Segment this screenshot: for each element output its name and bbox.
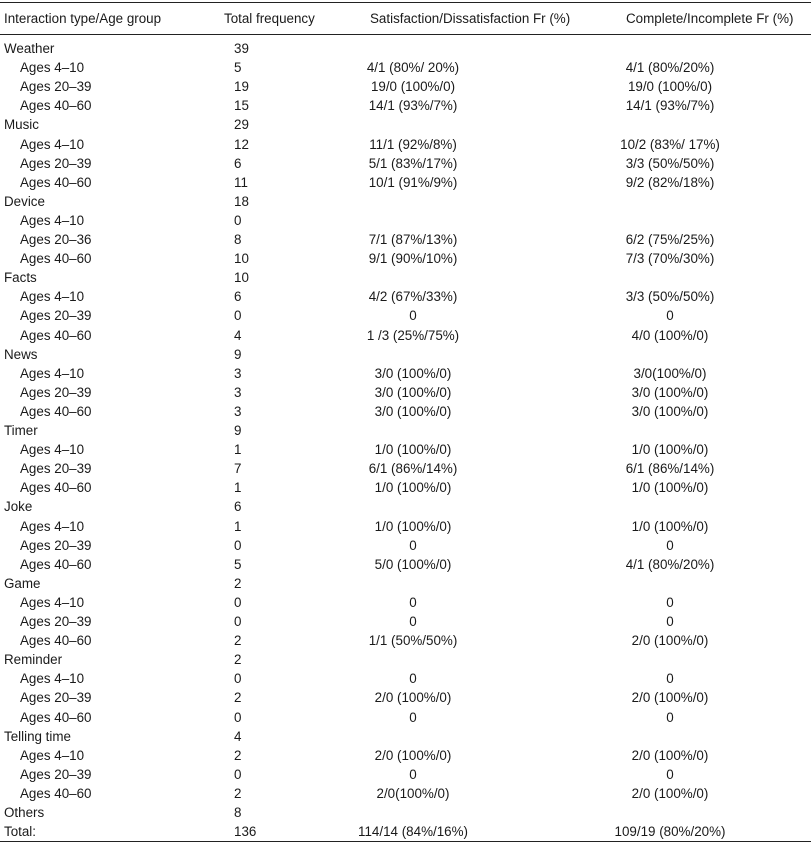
cell-satisfaction: 4/2 (67%/33%) xyxy=(368,289,458,305)
cell-satisfaction: 9/1 (90%/10%) xyxy=(368,251,458,267)
cell-total-frequency: 6 xyxy=(234,499,242,515)
cell-completion: 0 xyxy=(666,766,674,782)
table-row xyxy=(0,688,811,707)
cell-label: Ages 20–39 xyxy=(20,155,92,171)
table-row xyxy=(0,77,811,96)
cell-completion: 9/2 (82%/18%) xyxy=(625,174,715,190)
table-row xyxy=(0,669,811,688)
cell-label: Ages 4–10 xyxy=(20,594,85,610)
cell-total-frequency: 1 xyxy=(234,442,242,458)
cell-completion: 3/0 (100%/0) xyxy=(631,384,709,400)
cell-total-frequency: 0 xyxy=(234,671,242,687)
cell-completion: 4/1 (80%/20%) xyxy=(625,60,715,76)
table-row xyxy=(0,612,811,631)
cell-label: Ages 20–36 xyxy=(20,232,92,247)
cell-satisfaction: 0 xyxy=(409,766,417,782)
table-row xyxy=(0,287,811,306)
cell-total-frequency: 4 xyxy=(234,327,242,343)
cell-label: Ages 20–39 xyxy=(20,308,92,324)
table-row xyxy=(0,497,811,516)
cell-completion: 6/2 (75%/25%) xyxy=(625,232,715,247)
cell-label: Ages 4–10 xyxy=(20,212,85,228)
cell-satisfaction: 10/1 (91%/9%) xyxy=(368,174,458,190)
table-row xyxy=(0,402,811,421)
table-row xyxy=(0,115,811,134)
cell-total-frequency: 19 xyxy=(234,79,249,95)
cell-total-frequency: 9 xyxy=(234,423,242,438)
cell-satisfaction: 114/14 (84%/16%) xyxy=(358,824,468,840)
cell-total-frequency: 5 xyxy=(234,556,242,572)
header-row xyxy=(0,9,811,28)
cell-total-frequency: 2 xyxy=(234,747,242,763)
cell-completion: 3/0 (100%/0) xyxy=(631,403,709,419)
cell-satisfaction: 1/0 (100%/0) xyxy=(374,442,452,458)
cell-completion: 19/0 (100%/0) xyxy=(627,79,713,95)
table-row xyxy=(0,765,811,784)
top-rule xyxy=(0,2,811,3)
cell-satisfaction: 6/1 (86%/14%) xyxy=(368,461,458,477)
table-row xyxy=(0,192,811,211)
table-row xyxy=(0,517,811,536)
cell-label: Ages 4–10 xyxy=(20,747,85,763)
cell-label: Ages 20–39 xyxy=(20,79,92,95)
table-row xyxy=(0,708,811,727)
cell-label: Timer xyxy=(4,423,38,438)
cell-completion: 10/2 (83%/ 17%) xyxy=(620,136,720,152)
cell-total-frequency: 8 xyxy=(234,805,242,820)
table-row xyxy=(0,306,811,325)
cell-total-frequency: 8 xyxy=(234,232,242,247)
cell-total-frequency: 39 xyxy=(234,41,249,56)
table-row xyxy=(0,574,811,593)
cell-total-frequency: 0 xyxy=(234,594,242,610)
cell-satisfaction: 1/0 (100%/0) xyxy=(374,480,452,496)
cell-satisfaction: 14/1 (93%/7%) xyxy=(368,98,458,114)
cell-total-frequency: 2 xyxy=(234,690,242,706)
table-row xyxy=(0,96,811,115)
cell-completion: 1/0 (100%/0) xyxy=(631,480,709,496)
cell-satisfaction: 0 xyxy=(409,614,417,629)
cell-label: Ages 40–60 xyxy=(20,174,92,190)
cell-completion: 3/0(100%/0) xyxy=(633,365,707,381)
cell-label: Ages 4–10 xyxy=(20,289,85,305)
cell-completion: 2/0 (100%/0) xyxy=(631,633,709,649)
cell-satisfaction: 5/0 (100%/0) xyxy=(374,556,452,572)
table-row xyxy=(0,154,811,173)
cell-total-frequency: 0 xyxy=(234,212,242,228)
cell-satisfaction: 0 xyxy=(409,594,417,610)
table-row xyxy=(0,593,811,612)
cell-label: Ages 20–39 xyxy=(20,766,92,782)
cell-total-frequency: 4 xyxy=(234,728,242,744)
cell-label: Music xyxy=(4,117,39,133)
table-row xyxy=(0,364,811,383)
cell-satisfaction: 19/0 (100%/0) xyxy=(370,79,456,95)
cell-total-frequency: 15 xyxy=(234,98,249,114)
cell-total-frequency: 0 xyxy=(234,766,242,782)
cell-total-frequency: 29 xyxy=(234,117,249,133)
cell-label: Ages 4–10 xyxy=(20,442,85,458)
cell-total-frequency: 6 xyxy=(234,289,242,305)
table-row xyxy=(0,249,811,268)
cell-label: Ages 20–39 xyxy=(20,614,92,629)
cell-total-frequency: 7 xyxy=(234,461,242,477)
cell-label: Ages 20–39 xyxy=(20,384,92,400)
cell-total-frequency: 3 xyxy=(234,403,242,419)
cell-total-frequency: 136 xyxy=(234,824,257,840)
cell-total-frequency: 6 xyxy=(234,155,242,171)
cell-total-frequency: 10 xyxy=(234,251,249,267)
cell-label: Ages 40–60 xyxy=(20,785,92,801)
cell-total-frequency: 1 xyxy=(234,480,242,496)
table-row xyxy=(0,822,811,841)
cell-completion: 3/3 (50%/50%) xyxy=(625,289,715,305)
table-row xyxy=(0,268,811,287)
cell-completion: 7/3 (70%/30%) xyxy=(625,251,715,267)
cell-total-frequency: 0 xyxy=(234,614,242,629)
table-row xyxy=(0,555,811,574)
cell-completion: 109/19 (80%/20%) xyxy=(614,824,726,840)
cell-label: Joke xyxy=(4,499,33,515)
cell-label: Facts xyxy=(4,270,37,286)
cell-label: Ages 40–60 xyxy=(20,633,92,649)
cell-total-frequency: 0 xyxy=(234,537,242,553)
cell-satisfaction: 3/0 (100%/0) xyxy=(374,384,452,400)
cell-completion: 6/1 (86%/14%) xyxy=(625,461,715,477)
cell-satisfaction: 1/0 (100%/0) xyxy=(374,518,452,534)
table-row xyxy=(0,536,811,555)
cell-completion: 0 xyxy=(666,614,674,629)
cell-satisfaction: 5/1 (83%/17%) xyxy=(368,155,458,171)
cell-satisfaction: 0 xyxy=(409,671,417,687)
cell-total-frequency: 1 xyxy=(234,518,242,534)
cell-label: Ages 40–60 xyxy=(20,709,92,725)
cell-label: Ages 4–10 xyxy=(20,60,85,76)
cell-satisfaction: 4/1 (80%/ 20%) xyxy=(366,60,460,76)
table-row xyxy=(0,135,811,154)
cell-completion: 3/3 (50%/50%) xyxy=(625,155,715,171)
cell-completion: 0 xyxy=(666,671,674,687)
table-row xyxy=(0,58,811,77)
cell-total-frequency: 2 xyxy=(234,575,242,591)
cell-completion: 0 xyxy=(666,709,674,725)
cell-label: Ages 40–60 xyxy=(20,480,92,496)
cell-completion: 1/0 (100%/0) xyxy=(631,518,709,534)
header-rule xyxy=(0,34,811,35)
cell-satisfaction: 1/1 (50%/50%) xyxy=(368,633,458,649)
cell-satisfaction: 3/0 (100%/0) xyxy=(374,365,452,381)
cell-completion: 2/0 (100%/0) xyxy=(631,785,709,801)
cell-total-frequency: 2 xyxy=(234,652,242,668)
cell-label: Ages 4–10 xyxy=(20,518,85,534)
cell-label: Ages 40–60 xyxy=(20,556,92,572)
cell-total-frequency: 2 xyxy=(234,785,242,801)
cell-satisfaction: 2/0 (100%/0) xyxy=(374,690,452,706)
cell-satisfaction: 0 xyxy=(409,709,417,725)
header-total-frequency: Total frequency xyxy=(224,11,315,26)
cell-satisfaction: 1 /3 (25%/75%) xyxy=(366,327,460,343)
cell-completion: 0 xyxy=(666,308,674,324)
cell-total-frequency: 3 xyxy=(234,365,242,381)
cell-label: Ages 40–60 xyxy=(20,251,92,267)
cell-total-frequency: 3 xyxy=(234,384,242,400)
cell-label: Device xyxy=(4,193,45,209)
cell-completion: 4/0 (100%/0) xyxy=(631,327,709,343)
cell-label: Telling time xyxy=(4,728,71,744)
cell-total-frequency: 9 xyxy=(234,346,242,362)
table-row xyxy=(0,631,811,650)
cell-label: Game xyxy=(4,575,41,591)
cell-completion: 2/0 (100%/0) xyxy=(631,690,709,706)
table-row xyxy=(0,230,811,249)
table-row xyxy=(0,459,811,478)
cell-total-frequency: 11 xyxy=(234,174,248,190)
table-row xyxy=(0,383,811,402)
table-row xyxy=(0,211,811,230)
cell-satisfaction: 3/0 (100%/0) xyxy=(374,403,452,419)
cell-total-frequency: 10 xyxy=(234,270,249,286)
cell-satisfaction: 11/1 (92%/8%) xyxy=(369,136,457,152)
cell-label: Ages 4–10 xyxy=(20,671,85,687)
cell-label: Reminder xyxy=(4,652,63,668)
table-row xyxy=(0,784,811,803)
table-row xyxy=(0,650,811,669)
cell-satisfaction: 0 xyxy=(409,537,417,553)
cell-label: Ages 20–39 xyxy=(20,461,92,477)
header-satisfaction: Satisfaction/Dissatisfaction Fr (%) xyxy=(370,11,571,26)
cell-total-frequency: 12 xyxy=(234,136,249,152)
cell-total-frequency: 0 xyxy=(234,709,242,725)
header-interaction-type: Interaction type/Age group xyxy=(4,11,162,26)
cell-label: Others xyxy=(4,805,45,820)
table-row xyxy=(0,478,811,497)
cell-label: News xyxy=(4,346,38,362)
bottom-rule xyxy=(0,841,811,842)
cell-label: Ages 20–39 xyxy=(20,690,92,706)
table-row xyxy=(0,39,811,58)
cell-completion: 4/1 (80%/20%) xyxy=(625,556,715,572)
cell-label: Ages 40–60 xyxy=(20,327,92,343)
table-row xyxy=(0,440,811,459)
cell-label: Ages 20–39 xyxy=(20,537,92,553)
cell-completion: 0 xyxy=(666,594,674,610)
cell-label: Ages 4–10 xyxy=(20,136,85,152)
cell-completion: 2/0 (100%/0) xyxy=(631,747,709,763)
table-row xyxy=(0,345,811,364)
cell-completion: 1/0 (100%/0) xyxy=(631,442,709,458)
cell-satisfaction: 0 xyxy=(409,308,417,324)
cell-total-frequency: 0 xyxy=(234,308,242,324)
cell-total-frequency: 18 xyxy=(234,193,249,209)
table-row xyxy=(0,173,811,192)
cell-completion: 0 xyxy=(666,537,674,553)
table-row xyxy=(0,803,811,822)
table-row xyxy=(0,727,811,746)
table-row xyxy=(0,746,811,765)
cell-satisfaction: 2/0(100%/0) xyxy=(376,785,450,801)
cell-label: Total: xyxy=(4,824,37,840)
cell-label: Ages 40–60 xyxy=(20,98,92,114)
cell-satisfaction: 2/0 (100%/0) xyxy=(374,747,452,763)
table-row xyxy=(0,421,811,440)
cell-total-frequency: 2 xyxy=(234,633,242,649)
cell-completion: 14/1 (93%/7%) xyxy=(625,98,715,114)
cell-label: Ages 4–10 xyxy=(20,365,85,381)
cell-label: Weather xyxy=(4,41,55,56)
header-completion: Complete/Incomplete Fr (%) xyxy=(626,11,794,26)
table-row xyxy=(0,326,811,345)
cell-satisfaction: 7/1 (87%/13%) xyxy=(368,232,458,247)
cell-total-frequency: 5 xyxy=(234,60,242,76)
cell-label: Ages 40–60 xyxy=(20,403,92,419)
